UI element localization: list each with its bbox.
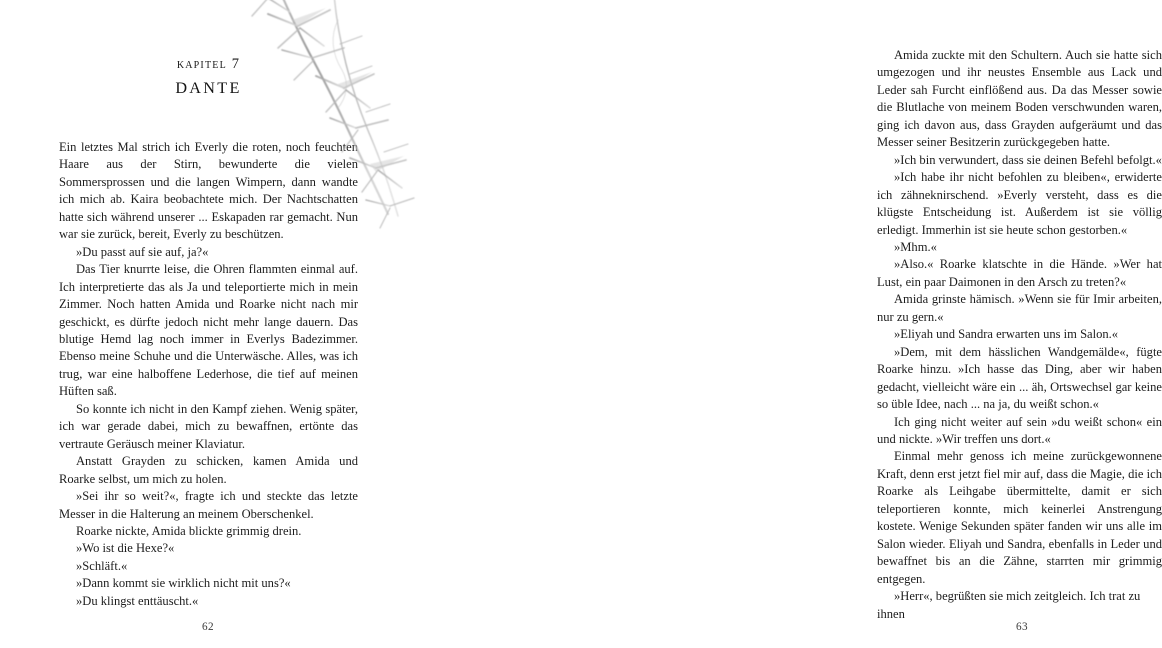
paragraph: »Dann kommt sie wirklich nicht mit uns?«	[76, 576, 291, 591]
page-number-right: 63	[1016, 621, 1028, 633]
chapter-title: DANTE	[175, 79, 242, 97]
paragraph: »Ich habe ihr nicht befohlen zu bleiben«, erwiderte ich zähneknirschend. »Everly versteht, dass es die klügste Entscheidung ist. Außerdem ist sie völlig erledigt. Immerhin ist sie heute schon gestorben.«	[877, 170, 1162, 237]
paragraph: »Dem, mit dem hässlichen Wandgemälde«, fügte Roarke hinzu. »Ich hasse das Ding, aber wir haben gedacht, vielleicht wäre ein ... äh, Ortswechsel gar keine so üble Idee, nach ... na ja, du weißt schon.«	[877, 344, 1162, 412]
paragraph: Ein letztes Mal strich ich Everly die roten, noch feuchten Haare aus der Stirn, bewunderte die vielen Sommersprossen und die langen Wimpern, dann wandte ich mich ab. Kaira beobachtete mich. Der Nachtschatten hatte sich während unserer ... Eskapaden rar gemacht. Nun war sie zurück, bereit, Everly zu beschützen.	[59, 140, 358, 242]
paragraph: »Ich bin verwundert, dass sie deinen Befehl befolgt.«	[894, 152, 1162, 167]
paragraph: »Also.« Roarke klatschte in die Hände. »Wer hat Lust, ein paar Daimonen in den Arsch zu treten?«	[877, 257, 1162, 289]
paragraph: »Du passt auf sie auf, ja?«	[76, 244, 209, 259]
paragraph: Das Tier knurrte leise, die Ohren flammten einmal auf. Ich interpretierte das als Ja und teleportierte mich in mein Zimmer. Noch hatten Amida und Roarke nicht nach mir geschickt, es dürfte jedoch nicht mehr lange dauern. Das blutige Hemd lag noch immer in Everlys Badezimmer. Ebenso meine Schuhe und die Unterwäsche. Alles, was ich trug, war eine halboffene Lederhose, die tief auf meinen Hüften saß.	[59, 262, 358, 399]
paragraph: Amida grinste hämisch. »Wenn sie für Imir arbeiten, nur zu gern.«	[877, 292, 1162, 324]
paragraph: Ich ging nicht weiter auf sein »du weißt schon« ein und nickte. »Wir treffen uns dort.«	[877, 414, 1162, 446]
right-page-body-text	[877, 47, 1162, 623]
paragraph: Anstatt Grayden zu schicken, kamen Amida und Roarke selbst, um mich zu holen.	[59, 454, 358, 486]
paragraph: »Du klingst enttäuscht.«	[76, 593, 199, 608]
paragraph: Amida zuckte mit den Schultern. Auch sie hatte sich umgezogen und ihr neustes Ensemble aus Lack und Leder sah Furcht einflößend aus. Da das Messer sowie die Blutlache von meinem Boden verschwunden waren, ging ich davon aus, dass Grayden aufgeräumt und das Messer seiner Besitzerin zurückgegeben hatte.	[877, 48, 1162, 150]
paragraph: So konnte ich nicht in den Kampf ziehen. Wenig später, ich war gerade dabei, mich zu bewaffnen, ertönte das vertraute Geräusch meiner Klaviatur.	[59, 401, 358, 451]
right-page	[407, 0, 1162, 648]
left-page-body-text	[59, 139, 358, 610]
paragraph: »Mhm.«	[894, 239, 937, 254]
paragraph: Roarke nickte, Amida blickte grimmig drein.	[76, 523, 302, 538]
chapter-heading	[59, 54, 358, 100]
left-page	[0, 0, 407, 648]
paragraph: »Wo ist die Hexe?«	[76, 541, 175, 556]
paragraph: »Schläft.«	[76, 558, 128, 573]
page-number-left: 62	[202, 621, 214, 633]
chapter-number-label: kapitel 7	[176, 56, 241, 72]
paragraph: »Herr«, begrüßten sie mich zeitgleich. Ich trat zu ihnen	[877, 589, 1141, 621]
paragraph: »Sei ihr so weit?«, fragte ich und steckte das letzte Messer in die Halterung an meinem Oberschenkel.	[59, 489, 358, 521]
paragraph: »Eliyah und Sandra erwarten uns im Salon.«	[894, 327, 1119, 342]
paragraph: Einmal mehr genoss ich meine zurückgewonnene Kraft, denn erst jetzt fiel mir auf, dass die Magie, die ich Roarke als Leihgabe übermittelte, damit er sich teleportieren konnte, mich keinerlei Anstrengung kostete. Wenige Sekunden später fanden wir uns alle im Salon wieder. Eliyah und Sandra, ebenfalls in Leder und bewaffnet bis an die Zähne, starrten mir grimmig entgegen.	[877, 449, 1162, 586]
